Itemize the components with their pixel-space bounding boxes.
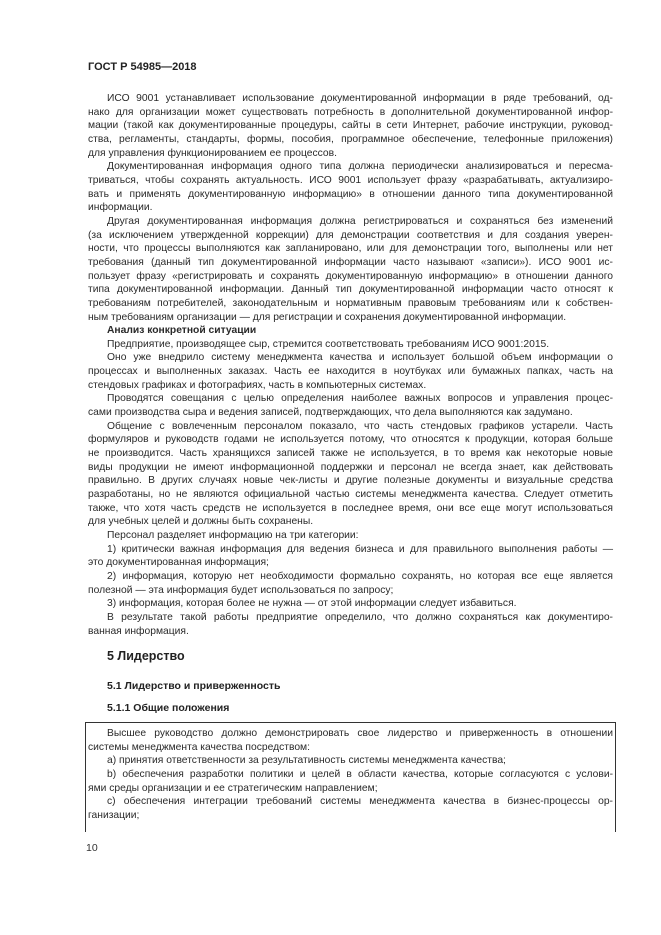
paragraph-line: ИСО 9001 устанавливает использование документированной информации в ряде требований, од- [107, 93, 613, 104]
inline-heading: Анализ конкретной ситуации [107, 325, 257, 337]
paragraph-line: ями среды организации и ее стратегическим направлением; [88, 782, 378, 794]
subsection-heading: 5.1 Лидерство и приверженность [107, 680, 281, 692]
paragraph-line: ства, регламенты, стандарты, формы, пособия, программное обеспечение, телефонные приложения) [88, 133, 613, 145]
paragraph-line: триваться, чтобы сохранять актуальность. ИСО 9001 использует фразу «разрабатывать, актуализиро- [88, 174, 613, 186]
paragraph-line: сами производства сыра и ведения записей, подтверждающих, что дела выполняются как задумано. [88, 407, 573, 419]
body-text [88, 92, 613, 638]
paragraph-line: требованиям потребителей, законодательным и нормативным правовым требованиям или к собствен- [88, 297, 613, 309]
paragraph-line: 3) информация, которая более не нужна — от этой информации следует избавиться. [107, 598, 517, 610]
subsubsection-heading: 5.1.1 Общие положения [107, 702, 230, 714]
paragraph-line: виды продукции не имеют информационной поддержки и персонал не всегда знает, как действовать [88, 461, 613, 473]
paragraph-line: (за исключением утвержденной коррекции) для демонстрации соответствия и для создания уверен- [88, 229, 613, 241]
paragraph-line: Предприятие, производящее сыр, стремится соответствовать требованиям ИСО 9001:2015. [107, 338, 550, 350]
requirement-box-text [88, 727, 613, 823]
paragraph-line: это документированная информация; [88, 557, 269, 569]
paragraph-line: правильно. В других случаях новые чек-листы и другие полезные документы и визуальные средства [88, 475, 613, 487]
paragraph-line: ванная информация. [88, 625, 189, 637]
paragraph-line: нако для организации может существовать потребность в дополнительной документированной инфор- [88, 106, 613, 118]
paragraph-line: формуляров и руководств годами не используется потому, что относятся к продукции, которая больше [88, 434, 613, 446]
page-number: 10 [86, 842, 98, 854]
paragraph-line: В результате такой работы предприятие определило, что должно сохраняться как документиро- [107, 611, 613, 623]
paragraph-line: ным требованиям организации — для регистрации и сохранения документированной информации. [88, 311, 567, 323]
paragraph-line: разработаны, но не являются официальной частью системы менеджмента качества. Следует отметить [88, 489, 613, 501]
paragraph-line: b) обеспечения разработки политики и целей в области качества, которые согласуются с услови- [107, 768, 613, 780]
paragraph-line: c) обеспечения интеграции требований системы менеджмента качества в бизнес-процессы ор- [107, 796, 613, 808]
paragraph-line: вать и применять документированную информацию» в отношении данного типа документированной [88, 188, 613, 200]
paragraph-line: типа документированной информации. Данный тип документированной информации часто относят к [88, 284, 613, 296]
paragraph-line: ганизации; [88, 809, 140, 821]
paragraph-line: ности, что процессы выполняются как запланировано, или для демонстрации того, выполнены или нет [88, 243, 613, 255]
paragraph-line: Проводятся совещания с целью определения наиболее важных вопросов и управления процес- [107, 393, 613, 405]
paragraph-line: полезной — эта информация будет использоваться по запросу; [88, 584, 394, 596]
paragraph-line: пользует фразу «регистрировать и сохранять документированную информацию» в отношении данного [88, 270, 613, 282]
paragraph-line: мации (такой как документированные процедуры, сайты в сети Интернет, рабочие инструкции, руковод- [88, 120, 613, 132]
paragraph-line: процессах и выполненных заказах. Часть ее находится в ноутбуках или бумажных папках, часть на [88, 366, 613, 378]
paragraph-line: Другая документированная информация должна регистрироваться и сохраняться без изменений [107, 215, 613, 227]
paragraph-line: Документированная информация одного типа должна периодически анализироваться и пересма- [107, 161, 613, 173]
paragraph-line: системы менеджмента качества посредством: [88, 741, 310, 753]
paragraph-line: стендовых графиках и фотографиях, часть в компьютерных системах. [88, 379, 427, 391]
paragraph-line: 2) информация, которую нет необходимости формально сохранять, но которая все еще является [107, 570, 613, 582]
paragraph-line: Персонал разделяет информацию на три категории: [107, 530, 359, 541]
paragraph-line: a) принятия ответственности за результативность системы менеджмента качества; [107, 755, 506, 767]
section-heading: 5 Лидерство [107, 649, 185, 663]
paragraph-line: Общение с вовлеченным персоналом показало, что часть стендовых графиков устарели. Часть [107, 420, 613, 432]
paragraph-line: Высшее руководство должно демонстрировать свое лидерство и приверженность в отношении [107, 728, 613, 739]
paragraph-line: информации. [88, 202, 153, 214]
paragraph-line: 1) критически важная информация для ведения бизнеса и для правильного выполнения работы — [107, 543, 613, 555]
paragraph-line: не производится. Часть хранящихся записей также не используется, в то время как некоторые новые [88, 448, 613, 460]
paragraph-line: для учебных целей и должны быть сохранены. [88, 516, 314, 528]
paragraph-line: для управления функционированием ее процессов. [88, 147, 337, 159]
paragraph-line: также, что хотя часть средств не используется в последнее время, они все еще могут использоваться [88, 502, 613, 514]
paragraph-line: Оно уже внедрило систему менеджмента качества и использует большой объем информации о [107, 352, 613, 364]
document-header: ГОСТ Р 54985—2018 [88, 61, 197, 73]
paragraph-line: требования (данный тип документированной информации часто называют «записи»). ИСО 9001 ис- [88, 256, 613, 268]
